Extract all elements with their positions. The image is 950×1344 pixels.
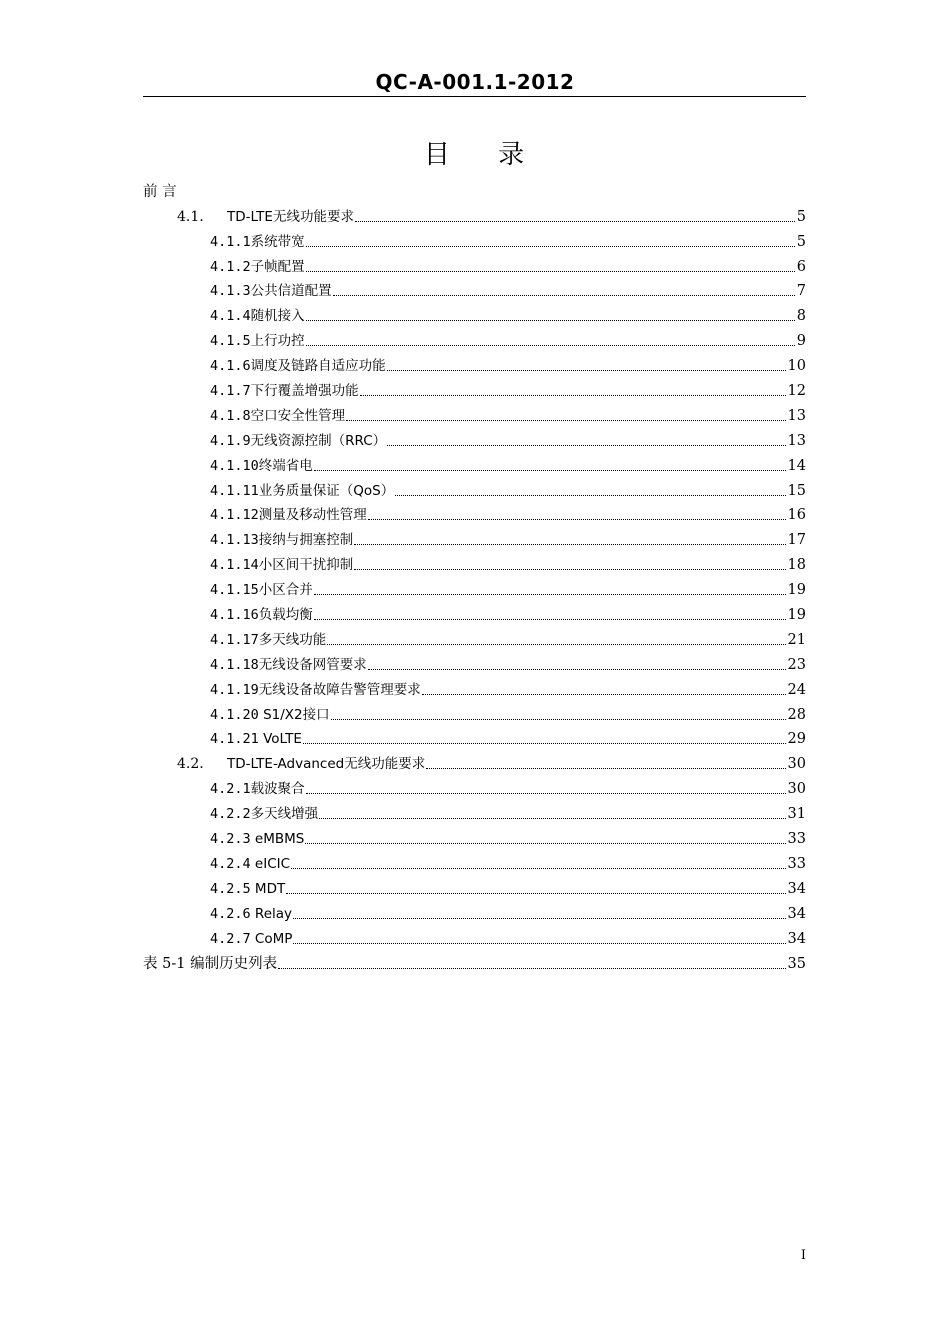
- toc-entry[interactable]: [143, 574, 806, 599]
- toc-entry-text: VoLTE: [258, 731, 302, 748]
- toc-entry-page: 9: [796, 333, 806, 350]
- toc-entry-text: Relay: [250, 905, 293, 922]
- toc-entry-label: [210, 482, 394, 500]
- toc-entry-page: 6: [796, 258, 806, 275]
- page-number: I: [800, 1248, 806, 1263]
- toc-entry-number: 4.2.3: [210, 831, 251, 848]
- toc-entry[interactable]: [143, 425, 806, 450]
- toc-dot-leader: [333, 295, 795, 296]
- toc-entry[interactable]: [143, 724, 806, 749]
- toc-dot-leader: [327, 644, 785, 645]
- toc-entry[interactable]: [143, 699, 806, 724]
- toc-entry-text: 无线设备故障告警管理要求: [258, 681, 421, 698]
- toc-entry[interactable]: [143, 226, 806, 251]
- toc-entry-text: eMBMS: [250, 831, 305, 848]
- toc-entry-page: 19: [787, 582, 806, 599]
- toc-entry-text: TD-LTE-Advanced无线功能要求: [227, 756, 426, 773]
- toc-dot-leader: [426, 768, 785, 769]
- toc-entry-label: [210, 930, 292, 948]
- toc-entry-label: [210, 880, 285, 898]
- toc-entry-number: 4.2.5: [210, 880, 251, 897]
- toc-entry-page: 13: [787, 407, 806, 424]
- toc-entry-text: 表 5-1 编制历史列表: [143, 955, 278, 972]
- toc-dot-leader: [306, 793, 786, 794]
- toc-entry-text: 终端省电: [258, 457, 313, 474]
- toc-dot-leader: [306, 271, 795, 272]
- toc-entry-label: [210, 506, 367, 524]
- toc-entry-number: 4.1.1: [210, 233, 251, 250]
- toc-entry[interactable]: [143, 524, 806, 549]
- toc-entry-page: 29: [787, 731, 806, 748]
- toc-dot-leader: [303, 743, 786, 744]
- toc-entry-text: 子帧配置: [250, 258, 305, 275]
- toc-entry[interactable]: [143, 176, 806, 201]
- toc-entry-page: 13: [787, 432, 806, 449]
- toc-dot-leader: [278, 968, 785, 969]
- table-of-contents: [143, 176, 806, 973]
- toc-entry-text: 载波聚合: [250, 781, 305, 798]
- header-divider: [143, 96, 806, 97]
- toc-entry[interactable]: [143, 923, 806, 948]
- toc-entry[interactable]: [143, 798, 806, 823]
- toc-entry-label: [177, 208, 354, 226]
- toc-entry[interactable]: [143, 375, 806, 400]
- toc-entry[interactable]: [143, 325, 806, 350]
- toc-dot-leader: [286, 893, 785, 894]
- toc-dot-leader: [354, 544, 785, 545]
- toc-dot-leader: [387, 370, 786, 371]
- toc-entry-number: 4.2.4: [210, 855, 251, 872]
- toc-entry-page: 21: [787, 631, 806, 648]
- toc-entry-number: 4.1.13: [210, 532, 259, 549]
- toc-entry[interactable]: [143, 300, 806, 325]
- toc-entry-page: 16: [787, 507, 806, 524]
- toc-entry-page: 17: [787, 532, 806, 549]
- toc-entry-label: [210, 656, 367, 674]
- toc-entry-number: 4.1.8: [210, 407, 251, 424]
- toc-entry-page: 34: [787, 880, 806, 897]
- toc-entry-label: [210, 905, 292, 923]
- toc-entry-label: [210, 233, 305, 251]
- toc-entry-page: 14: [787, 457, 806, 474]
- toc-entry-text: 多天线增强: [250, 806, 319, 823]
- toc-entry-text: 业务质量保证（QoS）: [258, 482, 395, 499]
- document-id-header: QC-A-001.1-2012: [375, 70, 575, 94]
- toc-title: 目 录: [423, 140, 527, 170]
- toc-entry-page: 31: [787, 806, 806, 823]
- toc-entry-number: 4.1.7: [210, 383, 251, 400]
- toc-entry-number: 4.1.12: [210, 507, 259, 524]
- toc-entry-text: 随机接入: [250, 308, 305, 325]
- toc-entry-text: 负载均衡: [258, 607, 313, 624]
- toc-dot-leader: [387, 445, 785, 446]
- toc-dot-leader: [354, 569, 785, 570]
- toc-entry-number: 4.1.18: [210, 656, 259, 673]
- toc-entry-label: [210, 855, 290, 873]
- toc-entry[interactable]: [143, 549, 806, 574]
- toc-entry-label: [210, 805, 318, 823]
- toc-entry-page: 18: [787, 557, 806, 574]
- toc-entry-number: 4.1.: [177, 208, 204, 225]
- toc-entry-label: [210, 307, 305, 325]
- toc-entry-label: [210, 357, 386, 375]
- toc-dot-leader: [293, 943, 785, 944]
- toc-dot-leader: [346, 420, 785, 421]
- toc-entry-page: 35: [787, 955, 806, 972]
- toc-entry-page: 30: [787, 756, 806, 773]
- toc-dot-leader: [355, 221, 795, 222]
- toc-entry-page: 34: [787, 905, 806, 922]
- toc-entry-label: [210, 332, 305, 350]
- toc-entry-page: 34: [787, 930, 806, 947]
- toc-entry-label: [210, 258, 305, 276]
- toc-entry-number: 4.1.3: [210, 283, 251, 300]
- toc-entry-text: 小区间干扰抑制: [258, 557, 354, 574]
- toc-entry-page: 5: [796, 208, 806, 225]
- toc-entry-label: [210, 457, 313, 475]
- toc-entry-number: 4.1.6: [210, 358, 251, 375]
- toc-entry[interactable]: [143, 848, 806, 873]
- toc-dot-leader: [314, 470, 786, 471]
- toc-entry-page: 33: [787, 831, 806, 848]
- toc-entry[interactable]: [143, 276, 806, 301]
- toc-entry-text: 前 言: [143, 183, 177, 200]
- toc-entry-label: [210, 606, 313, 624]
- toc-entry-label: [210, 382, 359, 400]
- toc-entry-label: [210, 681, 421, 699]
- toc-entry-text: 测量及移动性管理: [258, 507, 367, 524]
- toc-entry[interactable]: [143, 748, 806, 773]
- toc-entry-number: 4.1.11: [210, 482, 259, 499]
- toc-entry[interactable]: [143, 201, 806, 226]
- toc-entry-label: [143, 183, 177, 201]
- toc-entry-number: 4.1.14: [210, 557, 259, 574]
- toc-dot-leader: [306, 320, 795, 321]
- toc-dot-leader: [360, 395, 786, 396]
- toc-entry-label: [210, 432, 386, 450]
- toc-entry-label: [210, 830, 304, 848]
- toc-entry-label: [210, 706, 330, 724]
- toc-entry-label: [210, 531, 353, 549]
- toc-entry-label: [143, 955, 277, 973]
- toc-entry-page: 5: [796, 233, 806, 250]
- toc-entry[interactable]: [143, 624, 806, 649]
- toc-entry-text: 下行覆盖增强功能: [250, 383, 359, 400]
- toc-dot-leader: [314, 619, 786, 620]
- toc-entry-number: 4.2.2: [210, 806, 251, 823]
- toc-entry-page: 10: [787, 358, 806, 375]
- toc-entry-number: 4.1.10: [210, 457, 259, 474]
- toc-entry-label: [177, 755, 425, 773]
- toc-dot-leader: [306, 246, 795, 247]
- toc-entry-number: 4.2.: [177, 756, 204, 773]
- toc-entry-text: 小区合并: [258, 582, 313, 599]
- toc-dot-leader: [314, 594, 786, 595]
- toc-entry-page: 8: [796, 308, 806, 325]
- toc-entry[interactable]: [143, 599, 806, 624]
- toc-entry-label: [210, 581, 313, 599]
- toc-entry[interactable]: [143, 898, 806, 923]
- toc-dot-leader: [368, 669, 786, 670]
- toc-entry[interactable]: [143, 400, 806, 425]
- toc-entry-label: [210, 282, 332, 300]
- toc-entry[interactable]: [143, 674, 806, 699]
- toc-entry-number: 4.1.2: [210, 258, 251, 275]
- toc-entry[interactable]: [143, 823, 806, 848]
- toc-entry-page: 28: [787, 706, 806, 723]
- toc-entry-label: [210, 556, 353, 574]
- toc-entry-number: 4.1.16: [210, 607, 259, 624]
- toc-dot-leader: [331, 719, 786, 720]
- toc-entry-number: 4.1.21: [210, 731, 259, 748]
- toc-entry[interactable]: [143, 649, 806, 674]
- toc-entry-number: 4.1.17: [210, 631, 259, 648]
- toc-entry-text: 多天线功能: [258, 631, 327, 648]
- toc-entry-page: 30: [787, 781, 806, 798]
- toc-dot-leader: [319, 818, 785, 819]
- toc-entry-page: 19: [787, 607, 806, 624]
- toc-entry-page: 15: [787, 482, 806, 499]
- toc-entry-page: 12: [787, 383, 806, 400]
- toc-entry-page: 7: [796, 283, 806, 300]
- toc-entry-text: 空口安全性管理: [250, 407, 346, 424]
- toc-entry-number: 4.2.1: [210, 781, 251, 798]
- toc-entry-number: 4.1.4: [210, 308, 251, 325]
- toc-entry[interactable]: [143, 450, 806, 475]
- toc-entry-number: 4.1.20: [210, 706, 259, 723]
- toc-dot-leader: [422, 694, 786, 695]
- toc-entry[interactable]: [143, 475, 806, 500]
- toc-entry-label: [210, 780, 305, 798]
- toc-entry[interactable]: [143, 873, 806, 898]
- toc-entry-page: 23: [787, 656, 806, 673]
- toc-entry[interactable]: [143, 773, 806, 798]
- toc-entry-text: 无线设备网管要求: [258, 656, 367, 673]
- toc-dot-leader: [368, 519, 786, 520]
- toc-entry-number: 4.1.9: [210, 432, 251, 449]
- toc-entry-number: 4.1.5: [210, 333, 251, 350]
- toc-entry-page: 33: [787, 855, 806, 872]
- toc-entry-text: 上行功控: [250, 333, 305, 350]
- toc-dot-leader: [395, 495, 785, 496]
- toc-entry[interactable]: [143, 500, 806, 525]
- toc-entry-text: CoMP: [250, 930, 293, 947]
- toc-entry-number: 4.2.6: [210, 905, 251, 922]
- toc-entry-text: 系统带宽: [250, 233, 305, 250]
- toc-entry-text: 接纳与拥塞控制: [258, 532, 354, 549]
- toc-entry-number: 4.1.19: [210, 681, 259, 698]
- toc-entry-number: 4.1.15: [210, 582, 259, 599]
- toc-entry-label: [210, 631, 326, 649]
- toc-entry-text: 无线资源控制（RRC）: [250, 432, 387, 449]
- toc-entry-label: [210, 407, 345, 425]
- toc-dot-leader: [306, 345, 795, 346]
- toc-entry-page: 24: [787, 681, 806, 698]
- toc-dot-leader: [305, 843, 785, 844]
- toc-entry-text: MDT: [250, 880, 286, 897]
- toc-entry-text: 公共信道配置: [250, 283, 332, 300]
- toc-dot-leader: [293, 918, 786, 919]
- toc-entry-text: 调度及链路自适应功能: [250, 358, 386, 375]
- toc-entry-text: S1/X2接口: [258, 706, 330, 723]
- toc-entry-text: eICIC: [250, 855, 291, 872]
- toc-entry[interactable]: [143, 251, 806, 276]
- toc-entry-text: TD-LTE无线功能要求: [227, 208, 354, 225]
- toc-entry[interactable]: [143, 350, 806, 375]
- toc-entry-label: [210, 730, 302, 748]
- toc-entry-number: 4.2.7: [210, 930, 251, 947]
- toc-entry[interactable]: [143, 948, 806, 973]
- toc-dot-leader: [291, 868, 785, 869]
